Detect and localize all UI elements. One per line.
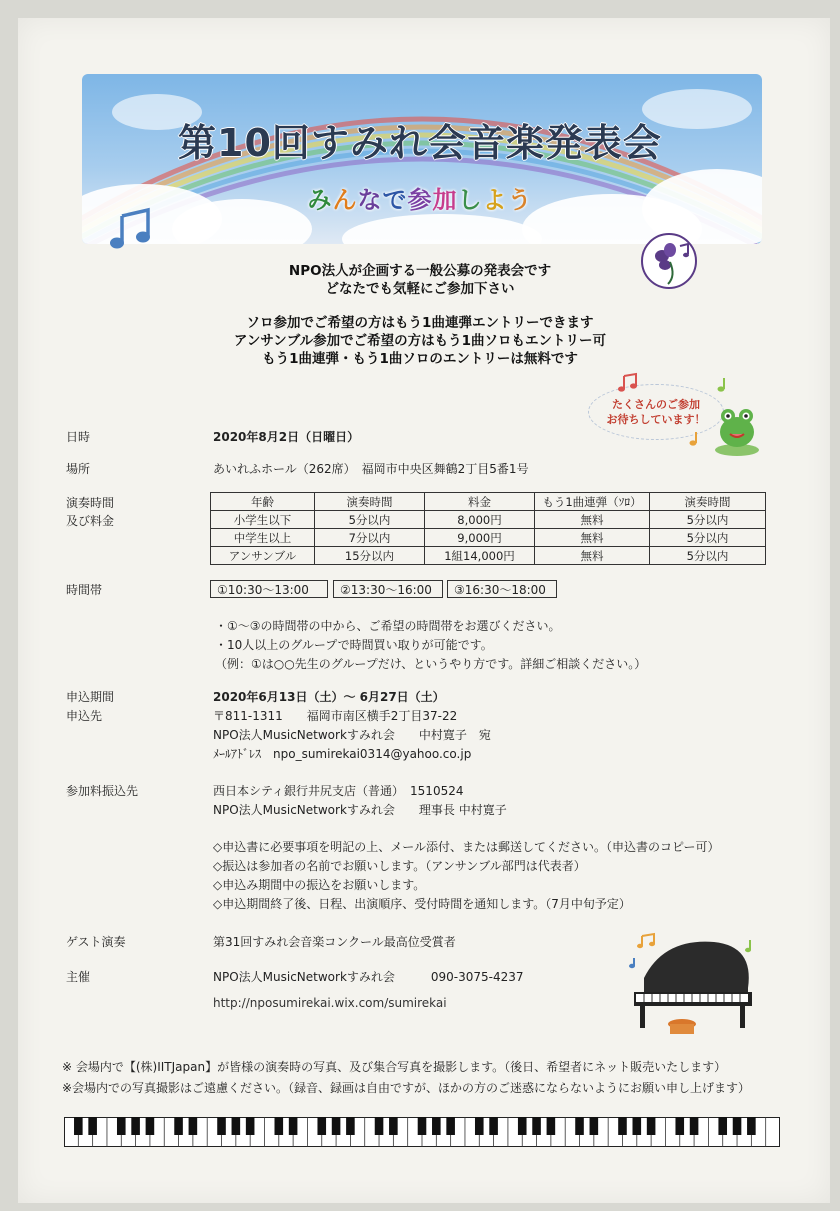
black-key	[189, 1117, 198, 1135]
time-slot: ③16:30～18:00	[447, 580, 557, 598]
footnote: ※ 会場内で【(株)IITJapan】が皆様の演奏時の写真、及び集合写真を撮影します。（後日、希望者にネット販売いたします）	[62, 1060, 727, 1074]
piano-keyboard-border	[64, 1117, 780, 1147]
black-key	[317, 1117, 326, 1135]
table-cell: 9,000円	[425, 529, 535, 547]
dest-postal: 〒811-1311 福岡市南区横手2丁目37-22	[213, 709, 458, 723]
label-venue: 場所	[66, 462, 91, 476]
black-key	[675, 1117, 684, 1135]
grand-piano-icon	[624, 928, 764, 1040]
event-venue: あいれふホール（262席） 福岡市中央区舞鶴2丁目5番1号	[213, 462, 529, 476]
dest-mail: ﾒｰﾙｱﾄﾞﾚｽ npo_sumirekai0314@yahoo.co.jp	[213, 747, 472, 761]
welcome-line: お待ちしています！	[606, 413, 706, 426]
black-key	[489, 1117, 498, 1135]
black-key	[332, 1117, 341, 1135]
black-key	[446, 1117, 455, 1135]
subtitle-char: な	[357, 186, 383, 214]
subtitle-char: よ	[482, 186, 508, 214]
table-cell: 5分以内	[650, 511, 766, 529]
fee-table-header-cell: 料金	[425, 493, 535, 511]
subtitle-char: み	[307, 186, 333, 214]
table-cell: 5分以内	[650, 529, 766, 547]
black-key	[618, 1117, 627, 1135]
black-key	[575, 1117, 584, 1135]
label-transfer: 参加料振込先	[66, 784, 139, 798]
music-note-icon	[108, 206, 154, 252]
black-key	[590, 1117, 599, 1135]
black-key	[389, 1117, 398, 1135]
intro-line: もう1曲連弾・もう1曲ソロのエントリーは無料です	[262, 351, 578, 367]
black-key	[432, 1117, 441, 1135]
black-key	[718, 1117, 727, 1135]
black-key	[647, 1117, 656, 1135]
event-date: 2020年8月2日（日曜日）	[213, 430, 360, 444]
host-name: NPO法人MusicNetworkすみれ会 090-3075-4237	[213, 970, 524, 984]
black-key	[418, 1117, 427, 1135]
black-key	[518, 1117, 527, 1135]
table-row	[211, 547, 766, 565]
table-cell: 中学生以上	[211, 529, 315, 547]
label-dest: 申込先	[66, 709, 103, 723]
table-cell: 15分以内	[315, 547, 425, 565]
black-key	[146, 1117, 155, 1135]
table-cell: 5分以内	[650, 547, 766, 565]
table-cell: 無料	[535, 547, 650, 565]
fee-table-header	[211, 493, 766, 511]
table-cell: 1組14,000円	[425, 547, 535, 565]
subtitle-char: う	[507, 186, 533, 214]
black-key	[547, 1117, 556, 1135]
black-key	[174, 1117, 183, 1135]
black-key	[131, 1117, 140, 1135]
time-slot: ①10:30～13:00	[210, 580, 328, 598]
music-note-icon	[616, 372, 640, 394]
slot-note: ・10人以上のグループで時間買い取りが可能です。	[215, 638, 493, 652]
black-key	[88, 1117, 97, 1135]
black-key	[733, 1117, 742, 1135]
notice-item: ◇申込み期間中の振込をお願いします。	[213, 878, 426, 892]
black-key	[246, 1117, 255, 1135]
table-cell: アンサンブル	[211, 547, 315, 565]
black-key	[217, 1117, 226, 1135]
label-date: 日時	[66, 430, 91, 444]
subtitle-char: 加	[432, 186, 458, 214]
intro-line: NPO法人が企画する一般公募の発表会です	[288, 263, 552, 279]
welcome-line: たくさんのご参加	[612, 398, 700, 411]
label-fee: 演奏時間	[66, 496, 115, 510]
music-note-icon	[686, 430, 704, 448]
time-slot: ②13:30～16:00	[333, 580, 443, 598]
notice-item: ◇申込期間終了後、日程、出演順序、受付時間を通知します。（7月中旬予定）	[213, 897, 631, 911]
intro-line: どなたでも気軽にご参加下さい	[325, 281, 515, 297]
table-cell: 小学生以下	[211, 511, 315, 529]
black-key	[74, 1117, 83, 1135]
page-title: 第10回すみれ会音楽発表会	[178, 121, 662, 165]
black-key	[275, 1117, 284, 1135]
label-guest: ゲスト演奏	[66, 935, 126, 949]
frog-icon	[708, 400, 766, 458]
label-fee: 及び料金	[66, 514, 115, 528]
label-period: 申込期間	[66, 690, 115, 704]
black-key	[475, 1117, 484, 1135]
dest-org: NPO法人MusicNetworkすみれ会 中村寛子 宛	[213, 728, 491, 742]
table-cell: 7分以内	[315, 529, 425, 547]
black-key	[232, 1117, 241, 1135]
notice-item: ◇申込書に必要事項を明記の上、メール添付、または郵送してください。（申込書のコピー可）	[213, 840, 720, 854]
fee-table-header-cell: もう1曲連弾（ｿﾛ）	[535, 493, 650, 511]
notice-item: ◇振込は参加者の名前でお願いします。（アンサンブル部門は代表者）	[213, 859, 586, 873]
black-key	[747, 1117, 756, 1135]
black-key	[690, 1117, 699, 1135]
black-key	[117, 1117, 126, 1135]
footnote: ※会場内での写真撮影はご遠慮ください。（録音、録画は自由ですが、ほかの方のご迷惑にならないようにお願い申し上げます）	[62, 1081, 751, 1095]
table-row	[211, 511, 766, 529]
transfer-holder: NPO法人MusicNetworkすみれ会 理事長 中村寛子	[213, 803, 507, 817]
intro-line: アンサンブル参加でご希望の方はもう1曲ソロもエントリー可	[233, 333, 607, 349]
subtitle-char: し	[457, 186, 483, 214]
black-key	[633, 1117, 642, 1135]
transfer-bank: 西日本シティ銀行井尻支店（普通） 1510524	[213, 784, 464, 798]
table-cell: 無料	[535, 511, 650, 529]
label-host: 主催	[66, 970, 91, 984]
fee-table	[210, 492, 766, 565]
slot-note: ・①～③の時間帯の中から、ご希望の時間帯をお選びください。	[215, 619, 561, 633]
fee-table-header-cell: 演奏時間	[315, 493, 425, 511]
label-slots: 時間帯	[66, 583, 103, 597]
table-cell: 8,000円	[425, 511, 535, 529]
guest-performer: 第31回すみれ会音楽コンクール最高位受賞者	[213, 935, 456, 949]
host-url-link[interactable]: http://nposumirekai.wix.com/sumirekai	[213, 996, 447, 1010]
black-key	[289, 1117, 298, 1135]
fee-table-header-cell: 年齢	[211, 493, 315, 511]
intro-line: ソロ参加でご希望の方はもう1曲連弾エントリーできます	[246, 315, 594, 331]
application-period: 2020年6月13日（土）～ 6月27日（土）	[213, 690, 445, 704]
subtitle-char: ん	[332, 186, 358, 214]
table-cell: 無料	[535, 529, 650, 547]
music-note-icon	[716, 376, 730, 394]
slot-note: （例：①は○○先生のグループだけ、というやり方です。詳細ご相談ください。）	[215, 657, 647, 671]
fee-table-header-cell: 演奏時間	[650, 493, 766, 511]
black-key	[532, 1117, 541, 1135]
table-cell: 5分以内	[315, 511, 425, 529]
black-key	[375, 1117, 384, 1135]
subtitle-char: 参	[407, 186, 433, 214]
table-row	[211, 529, 766, 547]
black-key	[346, 1117, 355, 1135]
subtitle-char: で	[382, 186, 408, 214]
